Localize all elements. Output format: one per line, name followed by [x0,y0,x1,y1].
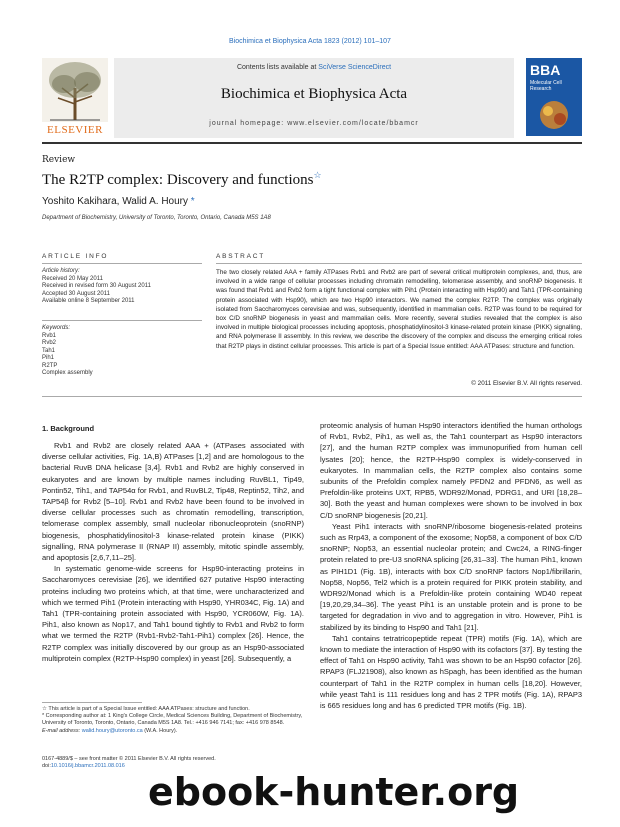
keyword: Rvb2 [42,340,57,346]
abstract-heading: ABSTRACT [216,253,266,260]
keyword: Tah1 [42,347,56,354]
paragraph: Tah1 contains tetratricopeptide repeat (TPR) motifs (Fig. 1A), which are known to mediate the interaction of Hsp90 with its cofactors [37]. By testing the effect of Tah1 on Hsp90 activity, Tah1 was shown to be an Hsp90 cofactor [26]. RPAP3 (FLJ21908), also known as hSpagh, has been identified as the human counterpart of Tah1 in the R2TP complex in human cells [18,20]. However, while yeast Tah1 is 111 residues long and has 2 TPR motifs (Fig. 1A), RPAP3 is 665 residues long and has 6 predicted TPR motifs (Fig. 1B). [320,633,582,711]
journal-name: Biochimica et Biophysica Acta [220,86,408,102]
doi-prefix: doi: [42,763,51,770]
keywords-rule [42,320,202,321]
article-info-rule [42,263,202,264]
keywords [42,325,202,378]
email-suffix: (W.A. Houry). [142,727,178,734]
issn-line: 0167-4889/$ – see front matter © 2011 Elsevier B.V. All rights reserved. [42,756,216,762]
front-matter [42,756,304,770]
title-footnote-mark[interactable]: ☆ [313,170,322,180]
publisher-name: ELSEVIER [47,124,103,136]
corresponding-author-mark[interactable]: * [190,196,195,207]
title-text: The R2TP complex: Discovery and functions [42,172,314,188]
sciencedirect-link[interactable]: SciVerse ScienceDirect [318,64,392,71]
section-heading: 1. Background [42,424,95,433]
keywords-label: Keywords: [42,325,71,331]
article-title [42,170,322,189]
history-item: Received 20 May 2011 [42,275,103,282]
journal-reference[interactable]: Biochimica et Biophysica Acta 1823 (2012) 101–107 [229,38,391,45]
history-item: Accepted 30 August 2011 [42,290,110,297]
email-link[interactable]: walid.houry@utoronto.ca [81,727,143,734]
keyword: Pih1 [42,355,55,361]
elsevier-logo [42,58,108,136]
footnotes [42,706,304,735]
keyword: R2TP [42,362,58,369]
abstract-text: The two closely related AAA + family ATPases Rvb1 and Rvb2 are part of several critical multiprotein complexes, and, thus, are involved in a wide range of cellular processes including chromatin remodelling, telomerase assembly, and snoRNP biogenesis. It was found that Rvb1 and Rvb2 form a tight functional complex with Pih1 (Protein interacting with Hsp90) and Tah1 (TPR-containing protein associated with Hsp90), which are two Hsp90 interactors. We named the complex R2TP. The complex was originally isolated from Saccharomyces cerevisiae and was, subsequently, identified in mammalian cells. R2TP was found to be required for box C/D snoRNP biogenesis in yeast and mammalian cells. More recently, several studies revealed that the complex is also involved in multiple biological processes including apoptosis, phosphatidylinositol-3 kinase-related protein kinase (PIKK) signalling, and RNA polymerase II assembly. In this review, we describe the discovery of the complex and discuss the emerging critical roles that R2TP plays in distinct cellular processes. This article is part of a Special Issue entitled: AAA ATPases: structure and function. [216,269,582,350]
elsevier-tree-icon [42,58,108,122]
authors-text: Yoshito Kakihara, Walid A. Houry [42,196,189,207]
journal-banner [114,58,514,138]
doi-link[interactable]: 10.1016/j.bbamcr.2011.08.016 [50,763,125,770]
journal-homepage[interactable]: journal homepage: www.elsevier.com/locate/bbamcr [209,120,419,127]
contents-prefix: Contents lists available at [236,64,319,71]
watermark: ebook-hunter.org [148,770,520,814]
left-column [42,440,304,664]
abstract-rule [216,263,582,264]
journal-cover-thumbnail [526,58,582,136]
footnote-special-issue: ☆ This article is part of a Special Issue entitled: AAA ATPases: structure and function. [42,706,250,712]
keyword: Complex assembly [42,370,93,376]
abstract-copyright: © 2011 Elsevier B.V. All rights reserved. [471,380,582,387]
paragraph: Yeast Pih1 interacts with snoRNP/ribosome biogenesis-related proteins such as Rrp43, a component of the exosome; Nop58, a component of box C/D snoRNP; Nop53, an essential nucleolar protein; and Cwc24, a RING-finger protein related to pre-U3 snoRNA splicing [26,31–33]. The human Pih1, known as PIH1D1 (Fig. 1B), interacts with box C/D snoRNP factors Nop1/fibrillarin, Nop58, Nop56, Tel2 which is a protein required for PIKK protein stability, and WDR92/Monad which is a Prefoldin-like protein containing WD40 repeat [19,20,29,34–36]. The yeast Pih1 is an unstable protein and is prone to be targeted for degradation in vivo and to aggregation in vitro. However, Pih1 is stabilized by its binding to Hsp90 and Tah1 [21]. [320,521,582,632]
paragraph: proteomic analysis of human Hsp90 interactors identified the human orthologs of Rvb1, Rvb2, Pih1, as well as, the Tah1 counterpart as Hsp90 interactors [27], and the human R2TP complex was immunopurified from human cell lysates [20]; hence, the R2TP-Hsp90 complex is widely-conserved in eukaryotes. In mammalian cells, the R2TP complex also contains some subunits of the Prefoldin complex namely PFDN2 and PFDN6, as well as Prefoldin-like proteins UXT, RPB5, WDR92/Monad, PDRG1, and URI [18,28–30]. Both the yeast and human complexes were shown to be involved in box C/D snoRNP biogenesis [20,21]. [320,421,582,520]
email-label: E-mail address: [42,727,82,734]
affiliation: Department of Biochemistry, University of Toronto, Toronto, Ontario, Canada M5S 1A8 [42,215,271,221]
footnote-rule [42,702,142,703]
abstract-bottom-rule [42,396,582,397]
history-item: Available online 8 September 2011 [42,298,135,304]
right-column [320,420,582,711]
article-history [42,268,202,306]
author-list [42,196,195,207]
article-info-heading: ARTICLE INFO [42,253,109,260]
header-rule [42,142,582,144]
paragraph: In systematic genome-wide screens for Hsp90-interacting proteins in Saccharomyces cerevisiae [26], we identified 627 putative Hsp90 interacting proteins including two proteins which, at that time, were uncharacterized and which we termed Pih1 (Protein interacting with Hsp90, YHR034C, Fig. 1A) and Tah1 (TPR-containing protein associated with Hsp90, YCR060W, Fig. 1A). Pih1, also known as Nop17, and Tah1 bound tightly to Rvb1 and Rvb2 to form what we termed the R2TP (Rvb1-Rvb2-Tah1-Pih1) complex [26]. Hence, the R2TP complex was initially discovered by our group as an Hsp90-associated multiprotein complex (R2TP-Hsp90 complex) in yeast [26]. Subsequently, a [42,564,304,663]
footnote-corresponding: * Corresponding author at: 1 King's College Circle, Medical Sciences Building, Department of Biochemistry, University of Toronto, Toronto, Ontario, Canada M5S 1A8. Tel.: +416 946 7141; fax: +416 978 8548. [42,713,303,727]
footnote-email [42,728,304,735]
article-type: Review [42,155,76,165]
masthead [42,58,582,140]
cover-subtitle: Molecular Cell Research [530,80,562,92]
paragraph: Rvb1 and Rvb2 are closely related AAA + (ATPases associated with diverse cellular activities, Fig. 1A,B) ATPases [1,2] and are homologous to the bacterial RuvB DNA helicase [3,4]. Rvb1 and Rvb2 are highly conserved in eukaryotes and are known by multiple names including RuvBL1, Tip49, Pontin52, Tih1, and TAP54α for Rvb1, and RuvBL2, Tip48, Reptin52, Tih2, and TAP54β for Rvb2 [5–10]. Rvb1 and Rvb2 have been found to be involved in diverse cellular processes such as chromatin remodelling, transcription, telomerase complex assembly, small nucleolar ribonucleoprotein (snoRNP) biogenesis, phosphatidylinositol-3 kinase-related protein kinase (PIKK) signalling, RNA polymerase II (RNAP II) assembly, mitotic spindle assembly, and apoptosis [2,6,7,11–25]. [42,441,304,563]
history-label: Article history: [42,268,80,274]
cover-art-icon [534,98,574,132]
cover-title: BBA [530,62,561,78]
keyword: Rvb1 [42,332,57,339]
contents-line [114,64,514,71]
history-item: Received in revised form 30 August 2011 [42,283,151,289]
